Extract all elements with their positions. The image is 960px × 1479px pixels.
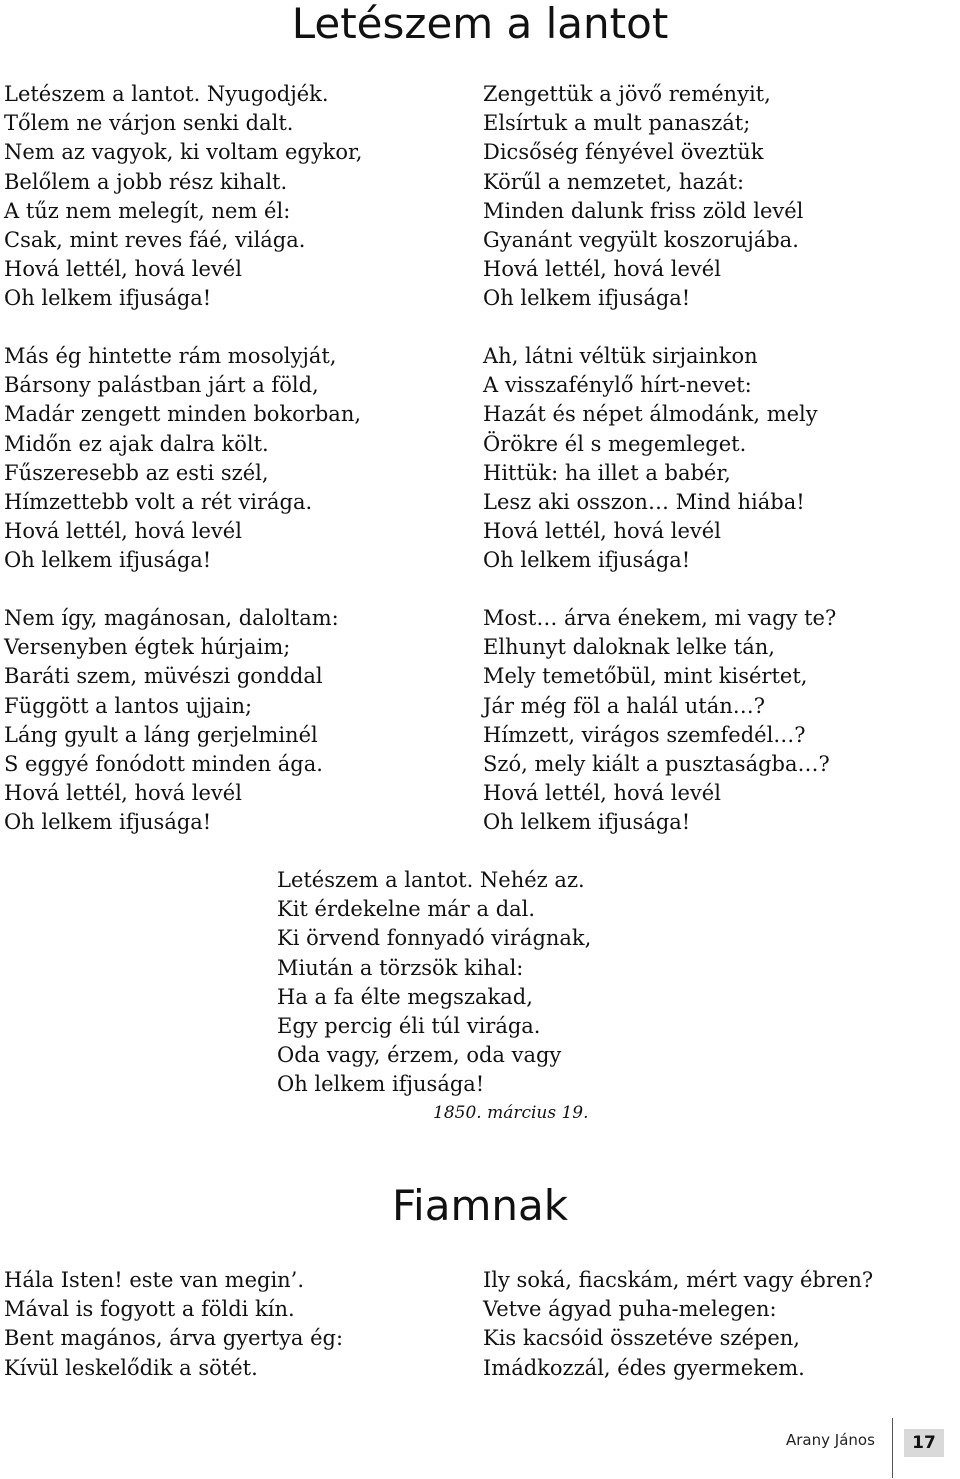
poem-line: Csak, mint reves fáé, világa.: [4, 228, 306, 253]
stanza: [4, 1266, 343, 1383]
poem-line: Hová lettél, hová levél: [4, 519, 242, 544]
poem-line: Kit érdekelne már a dal.: [277, 897, 536, 922]
poem-line: Hová lettél, hová levél: [483, 257, 721, 282]
poem-line: Hová lettél, hová levél: [4, 781, 242, 806]
poem-line: S eggyé fonódott minden ága.: [4, 752, 323, 777]
poem-line: Hittük: ha illet a babér,: [483, 460, 731, 485]
poem-line: Miután a törzsök kihal:: [277, 955, 524, 980]
poem-line: Egy percig éli túl virága.: [277, 1014, 541, 1039]
poem-line: Elsírtuk a mult panaszát;: [483, 111, 751, 136]
poem-line: Oh lelkem ifjusága!: [483, 810, 691, 835]
footer-divider: [892, 1418, 893, 1478]
poem-line: Hála Isten! este van megin’.: [4, 1268, 305, 1292]
poem-line: Jár még föl a halál után…?: [483, 693, 766, 718]
poem-line: Kívül leskelődik a sötét.: [4, 1355, 258, 1380]
poem-line: Hímzett, virágos szemfedél…?: [483, 722, 806, 747]
poem-line: Dicsőség fényével öveztük: [483, 140, 764, 165]
stanza-final: [277, 866, 591, 1126]
poem-line: Kis kacsóid összetéve szépen,: [483, 1326, 800, 1351]
page-number: 17: [904, 1429, 944, 1457]
poem-line: Tőlem ne várjon senki dalt.: [4, 111, 294, 136]
poem-line: Körűl a nemzetet, hazát:: [483, 169, 745, 194]
poem-line: A tűz nem melegít, nem él:: [4, 198, 291, 223]
poem-line: Szó, mely kiált a pusztaságba…?: [483, 752, 830, 777]
poem-line: Mával is fogyott a földi kín.: [4, 1297, 295, 1322]
poem-line: Más ég hintette rám mosolyját,: [4, 344, 337, 368]
poem-line: Mely temetőbül, mint kisértet,: [483, 664, 808, 689]
poem-line: Midőn ez ajak dalra költ.: [4, 431, 269, 456]
stanza: [483, 604, 836, 838]
poem-line: Hová lettél, hová levél: [4, 257, 242, 282]
poem-line: Vetve ágyad puha-melegen:: [483, 1297, 777, 1322]
poem-line: Oh lelkem ifjusága!: [4, 286, 212, 311]
stanza: [483, 80, 803, 314]
poem-line: Most… árva énekem, mi vagy te?: [483, 606, 837, 630]
footer-author: Arany János: [786, 1431, 875, 1449]
stanza: [4, 604, 339, 838]
poem-line: Zengettük a jövő reményit,: [483, 82, 771, 106]
poem-line: Oda vagy, érzem, oda vagy: [277, 1043, 562, 1068]
poem-line: Oh lelkem ifjusága!: [483, 548, 691, 573]
poem-line: Belőlem a jobb rész kihalt.: [4, 169, 288, 194]
poem-title: Fiamnak: [391, 1181, 569, 1230]
stanza: [4, 342, 361, 576]
poem-line: Versenyben égtek húrjaim;: [4, 635, 291, 660]
poem-line: Ily soká, fiacskám, mért vagy ébren?: [483, 1268, 874, 1292]
poem-line: Bent magános, árva gyertya ég:: [4, 1326, 344, 1351]
stanza: [4, 80, 362, 314]
poem-line: Letészem a lantot. Nehéz az.: [277, 868, 585, 892]
poem-line: A visszafénylő hírt-nevet:: [483, 373, 752, 398]
poem-line: Oh lelkem ifjusága!: [277, 1072, 485, 1097]
poem-line: Imádkozzál, édes gyermekem.: [483, 1355, 805, 1380]
poem-line: Hímzettebb volt a rét virága.: [4, 490, 313, 515]
poem-line: Lesz aki osszon… Mind hiába!: [483, 490, 805, 515]
poem-line: Hazát és népet álmodánk, mely: [483, 402, 818, 427]
poem-line: Láng gyult a láng gerjelminél: [4, 722, 318, 747]
poem-line: Oh lelkem ifjusága!: [4, 548, 212, 573]
poem-line: Bársony palástban járt a föld,: [4, 373, 319, 398]
poem-line: Nem így, magánosan, daloltam:: [4, 606, 339, 630]
poem-date: 1850. március 19.: [433, 1102, 589, 1123]
poem-line: Elhunyt daloknak lelke tán,: [483, 635, 775, 660]
poem-line: Örökre él s megemleget.: [483, 431, 747, 456]
poem-line: Gyanánt vegyült koszorujába.: [483, 228, 799, 253]
poem-line: Baráti szem, müvészi gonddal: [4, 664, 323, 689]
poem-line: Fűszeresebb az esti szél,: [4, 460, 269, 485]
poem-line: Oh lelkem ifjusága!: [4, 810, 212, 835]
poem-line: Ah, látni véltük sirjainkon: [483, 344, 758, 368]
poem-line: Ki örvend fonnyadó virágnak,: [277, 926, 592, 951]
poem-line: Letészem a lantot. Nyugodjék.: [4, 82, 329, 106]
poem-line: Oh lelkem ifjusága!: [483, 286, 691, 311]
poem-line: Hová lettél, hová levél: [483, 519, 721, 544]
poem-line: Függött a lantos ujjain;: [4, 693, 253, 718]
poem-line: Hová lettél, hová levél: [483, 781, 721, 806]
stanza: [483, 1266, 873, 1383]
poem-line: Ha a fa élte megszakad,: [277, 984, 533, 1009]
stanza: [483, 342, 818, 576]
poem-title: Letészem a lantot: [291, 0, 669, 48]
poem-line: Madár zengett minden bokorban,: [4, 402, 362, 427]
poem-line: Minden dalunk friss zöld levél: [483, 198, 804, 223]
poem-line: Nem az vagyok, ki voltam egykor,: [4, 140, 363, 165]
